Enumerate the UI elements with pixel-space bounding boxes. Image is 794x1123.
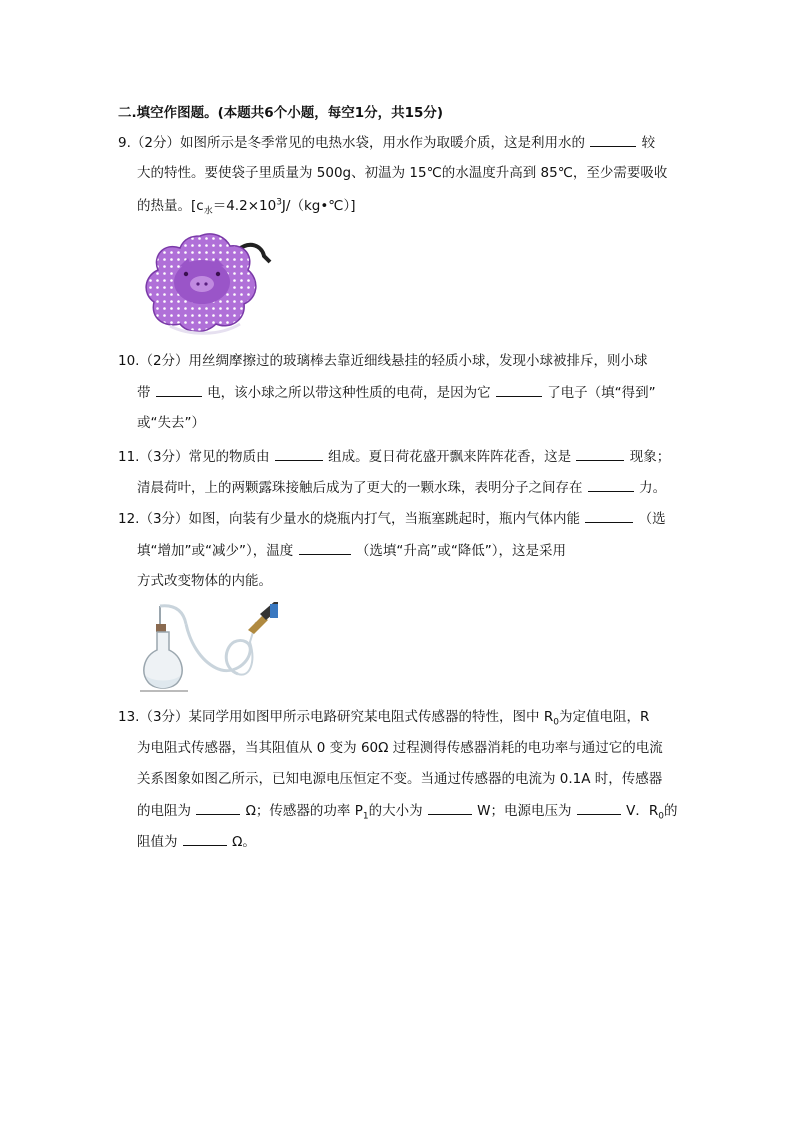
q12-blank-1[interactable] — [585, 508, 633, 523]
superscript: 3 — [276, 197, 282, 208]
q13-blank-3[interactable] — [577, 800, 621, 815]
q12-text: （选填“升高”或“降低”），这是采用 — [355, 543, 567, 559]
q12-line-1 — [118, 508, 666, 529]
q10-line-3: 或“失去”） — [137, 415, 205, 431]
flask-pump-figure — [138, 602, 278, 694]
q13-text: 13.（3分）某同学用如图甲所示电路研究某电阻式传感器的特性，图中 R — [118, 709, 554, 725]
q13-line-4 — [137, 800, 677, 821]
q10-blank-1[interactable] — [156, 382, 202, 397]
q12-text: （选 — [638, 511, 666, 527]
q12-line-2 — [137, 540, 566, 561]
q13-text: 的 — [663, 803, 678, 819]
q9-text: ＝4.2×10 — [212, 198, 277, 214]
q9-line-3 — [137, 196, 355, 216]
q9-line-1 — [118, 132, 655, 153]
q11-text: 力。 — [639, 480, 667, 496]
q13-line-2: 为电阻式传感器，当其阻值从 0 变为 60Ω 过程测得传感器消耗的电功率与通过它的电流 — [137, 740, 663, 756]
q10-text: 带 — [137, 385, 151, 401]
q10-line-1: 10.（2分）用丝绸摩擦过的玻璃棒去靠近细线悬挂的轻质小球，发现小球被排斥，则小球 — [118, 353, 648, 369]
q12-text: 12.（3分）如图，向装有少量水的烧瓶内打气，当瓶塞跳起时，瓶内气体内能 — [118, 511, 581, 527]
hot-water-bag-figure — [140, 228, 272, 338]
q13-text: W；电源电压为 — [477, 803, 572, 819]
q12-blank-2[interactable] — [299, 540, 351, 555]
subscript: 0 — [658, 811, 664, 822]
q13-line-3: 关系图象如图乙所示，已知电源电压恒定不变。当通过传感器的电流为 0.1A 时，传感器 — [137, 771, 663, 787]
subscript: 水 — [203, 206, 213, 217]
q11-blank-2[interactable] — [576, 446, 624, 461]
q10-text: 了电子（填“得到” — [547, 385, 656, 401]
q13-blank-2[interactable] — [428, 800, 472, 815]
q10-text: 电，该小球之所以带这种性质的电荷，是因为它 — [207, 385, 491, 401]
q13-line-5 — [137, 831, 256, 852]
q13-text: Ω；传感器的功率 P — [245, 803, 363, 819]
q13-text: 为定值电阻，R — [558, 709, 650, 725]
q13-text: V．R — [626, 803, 659, 819]
q11-blank-1[interactable] — [275, 446, 323, 461]
q11-text: 11.（3分）常见的物质由 — [118, 449, 270, 465]
subscript: 0 — [553, 717, 559, 728]
q13-blank-4[interactable] — [183, 831, 227, 846]
q13-line-1 — [118, 707, 649, 727]
q9-text: 较 — [641, 135, 656, 151]
q11-blank-3[interactable] — [588, 477, 634, 492]
q10-line-2 — [137, 382, 656, 403]
q13-text: 阻值为 — [137, 834, 178, 850]
section-heading: 二.填空作图题。(本题共6个小题，每空1分，共15分) — [118, 105, 444, 121]
q11-text: 组成。夏日荷花盛开飘来阵阵花香，这是 — [328, 449, 572, 465]
q9-blank-1[interactable] — [590, 132, 636, 147]
q11-text: 现象； — [629, 449, 671, 465]
q9-text: 的热量。[c — [137, 198, 204, 214]
q12-text: 填“增加”或“减少”），温度 — [137, 543, 294, 559]
q12-line-3: 方式改变物体的内能。 — [137, 573, 272, 589]
q13-blank-1[interactable] — [196, 800, 240, 815]
q13-text: 的电阻为 — [137, 803, 191, 819]
q9-text: J/（kg•℃）] — [281, 198, 356, 214]
q9-line-2: 大的特性。要使袋子里质量为 500g、初温为 15℃的水温度升高到 85℃，至少需要吸收 — [137, 165, 668, 181]
q13-text: Ω。 — [232, 834, 256, 850]
q13-text: 的大小为 — [368, 803, 423, 819]
q11-line-1 — [118, 446, 670, 467]
q11-line-2 — [137, 477, 666, 498]
q11-text: 清晨荷叶，上的两颗露珠接触后成为了更大的一颗水珠，表明分子之间存在 — [137, 480, 583, 496]
q9-text: 9.（2分）如图所示是冬季常见的电热水袋，用水作为取暖介质，这是利用水的 — [118, 135, 585, 151]
q10-blank-2[interactable] — [496, 382, 542, 397]
subscript: 1 — [362, 811, 369, 822]
